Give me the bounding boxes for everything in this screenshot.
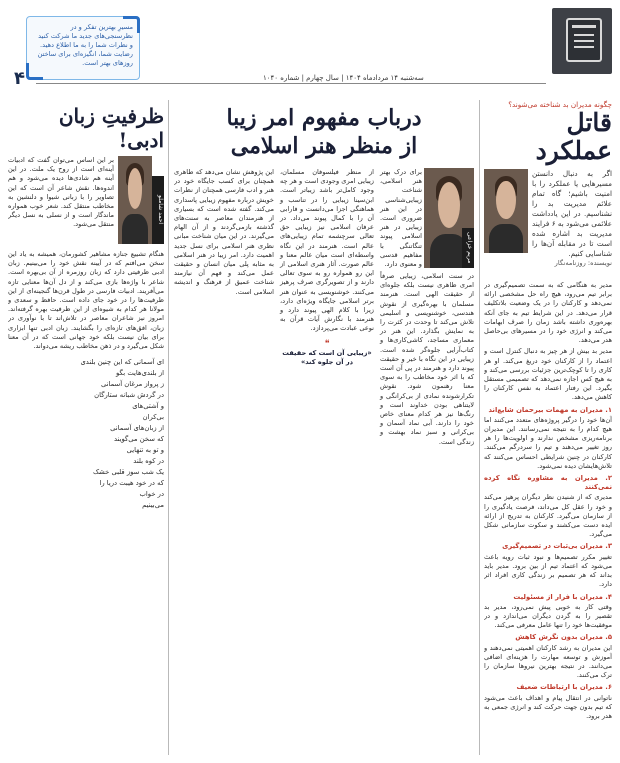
body-paragraph: این پژوهش نشان می‌دهد که طاهری همچنان برای کسب جایگاه خود در هنر و ادب فارسی همچنان از نظرات خویش درباره مفهوم زیبایی پاسداری می‌کند. گفته شده است که بسیاری از هنرمندان معاصر به سنت‌های گذشته بازمی‌گردند و از آن الهام می‌گیرند. در این میان شناخت مبانی نظری هنر اسلامی برای نسل جدید اهمیت دارد. امر زیبا در هنر اسلامی به مثابه پلی میان انسان و حقیقت عمل می‌کند و فهم آن نیازمند شناخت عمیق از فرهنگ و اندیشه اسلامی است. — [174, 168, 274, 296]
pull-quote: «زیبایی آن است که حقیقت در آن جلوه کند» — [282, 348, 372, 367]
section-text: وقتی کار به خوبی پیش نمی‌رود، مدیر بد تقصیر را به گردن دیگران می‌اندازد و در موفقیت‌ها خود را تنها عامل معرفی می‌کند. — [484, 602, 612, 630]
body-paragraph: مدیر به هنگامی که به سمت تصمیم‌گیری در برابر تیم می‌رود، هیچ راه حل مشخصی ارائه نمی‌دهد و کارکنان را در یک وضعیت بلاتکلیف قرار می‌دهد. در این شرایط تیم به جای آنکه بهره‌وری داشته باشد زمان را صرف ابهامات می‌کند و انرژی خود را در مسیرهای بی‌حاصل هدر می‌دهد. — [484, 281, 612, 345]
body-paragraph: از منظر فیلسوفان مسلمان، زیبایی امری وجودی است و هر چه وجود کامل‌تر باشد زیباتر است. ابن‌سینا زیبایی را در تناسب و هماهنگی اجزا می‌دانست و فارابی آن را با کمال پیوند می‌داد. در عرفان اسلامی نیز زیبایی حق تعالی سرچشمه تمام زیبایی‌های عالم است. هنرمند در این نگاه واسطه‌ای است میان عالم معنا و عالم صورت. آثار هنری اسلامی از این رو همواره رو به سوی تعالی دارند و از تصویرگری صرف پرهیز می‌کنند. خوشنویسی به عنوان هنر برتر اسلامی جایگاه ویژه‌ای دارد، زیرا با کلام الهی پیوند دارد و هنرمند با نگارش آیات قرآن به نوعی عبادت می‌پردازد. — [280, 168, 374, 333]
author-photo — [484, 169, 528, 253]
article-literary-language — [8, 104, 164, 758]
body-paragraph: در سنت اسلامی، زیبایی صرفاً امری ظاهری نیست بلکه جلوه‌ای از حقیقت الهی است. هنرمند مسلمان با بهره‌گیری از نقوش هندسی، خوشنویسی و اسلیمی تلاش می‌کند تا وحدت در کثرت را به نمایش بگذارد. این هنر در معماری مساجد، کاشی‌کاری‌ها و کتاب‌آرایی جلوه‌گر شده است. زیبایی در این نگاه با خیر و حقیقت پیوند دارد و هنرمند در پی آن است که با اثر خود مخاطب را به سوی معنا رهنمون شود. نقوش تکرارشونده نمادی از بی‌کرانگی و لایتناهی بودن خداوند است و رنگ‌ها نیز هر کدام معنای خاص خود را دارند. آبی نماد آسمان و بی‌کرانی و سبز نماد بهشت و زندگی است. — [380, 272, 474, 446]
poem-line: و آشتی‌های — [132, 402, 164, 411]
poem-line: که در خود هیبت دریا را — [99, 479, 164, 488]
article-title: ظرفیتِ زبان ادبی! — [58, 104, 164, 152]
promo-text: مسیرِ بهترین تفکر و در نظرسنجی‌های جدید ما شرکت کنید و نظرات شما را به ما اطلاع دهید. رضایت شما، انگیزه‌ای برای ساختن روزهای بهتر است. — [37, 23, 133, 67]
section-heading: ۳. مدیران بی‌ثبات در تصمیم‌گیری — [502, 542, 612, 551]
article-lead: اگر به دنبال دانستن مسیرهایی یا عملکرد را با امنیت باشیم؛ گاه تمام علائم مدیریت بد را نشناسیم. در این یادداشت علائمی می‌شود به ۶ فرایند مدیریت بد اشاره شده است تا در مقابله آن‌ها را شناسایی کنیم. — [532, 169, 612, 258]
section-text: ناتوانی در انتقال پیام و اهداف باعث می‌شود که تیم بدون جهت حرکت کند و انرژی جمعی به هدر برود. — [484, 693, 612, 720]
poem-line: و تو به تنهایی — [126, 446, 164, 455]
article-kicker: چگونه مدیران بد شناخته می‌شوند؟ — [508, 100, 612, 109]
article-management — [484, 100, 612, 758]
poem-line: از بلندی‌هایت بگو — [116, 369, 164, 378]
article-title: قاتل عملکرد — [535, 108, 612, 165]
section-text: مدیری که از شنیدن نظر دیگران پرهیز می‌کند و خود را عقل کل می‌داند، فرصت یادگیری را از سازمان می‌گیرد. کارکنان به تدریج از ارائه ایده دست می‌کشند و سکوت سازمانی شکل می‌گیرد. — [484, 493, 612, 539]
article-body: هنگام تشییع جنازه مشاهیر کشورمان، همیشه به یاد این سخن می‌افتم که در آیینه نقش خود را می‌بینیم. زبان ادبی ظرفیتی دارد که زبان روزمره از آن بی‌بهره است. شاعر با واژه‌ها بازی می‌کند و از دل آن‌ها معنایی تازه می‌آفریند. ادبیات فارسی در طول قرن‌ها گنجینه‌ای از این ظرفیت‌ها را در خود جای داده است. حافظ و سعدی و مولانا هر کدام به شیوه‌ای از این ظرفیت بهره گرفته‌اند. امروز نیز شاعران معاصر در تلاش‌اند تا با نوآوری در زبان، افق‌های تازه‌ای را بگشایند. زبان ادبی تنها ابزاری برای بیان نیست بلکه خود جهانی است که در آن معنا شکل می‌گیرد و در ذهن مخاطب ریشه می‌دواند. — [8, 250, 164, 351]
text-column — [280, 168, 374, 373]
column-divider — [479, 100, 480, 755]
poem-line: در گردش شبانه ستارگان — [94, 391, 164, 400]
header-divider — [36, 83, 546, 84]
poem-line: ز پرواز مرغان آسمانی — [100, 380, 164, 389]
column-divider — [168, 100, 169, 755]
calendar-logo-icon — [552, 8, 612, 74]
page-header — [8, 8, 612, 108]
article-title-line1: درباب مفهوم امر زیبا — [226, 105, 422, 131]
poem-line: بی‌کران — [142, 413, 164, 422]
poem-line: می‌بینیم — [142, 501, 164, 510]
section-text: آن‌ها خود را درگیر پروژه‌های متعدد می‌کنند اما هیچ کدام را به نتیجه نمی‌رسانند. این مدیران برنامه‌ریزی مشخص ندارند و اولویت‌ها را هر روز تغییر می‌دهند و تیم را سردرگم می‌کنند. کارکنان در چنین شرایطی احساس می‌کنند که تلاش‌هایشان دیده نمی‌شود. — [484, 415, 612, 470]
poem-line: در کوه بلند — [133, 457, 164, 466]
author-name: مریم خزاعی — [462, 228, 474, 268]
poem — [8, 357, 164, 511]
author-caption: نویسنده: روزنامه‌نگار — [554, 259, 612, 267]
text-column — [380, 168, 474, 449]
promo-box — [26, 16, 140, 80]
article-lead: برای درک بهتر هنر اسلامی، شناخت زیبایی‌شناسی در این هنر ضروری است. زیبایی در هنر اسلامی پیوند تنگاتنگی با مفاهیم قدسی و معنوی دارد. — [380, 168, 422, 269]
author-name: احمد شاملو — [152, 176, 164, 244]
issue-line: سه‌شنبه ۱۴ مردادماه ۱۴۰۴ | سال چهارم | شماره ۱۰۴۰ — [263, 74, 424, 82]
section-text: تغییر مکرر تصمیم‌ها و نبود ثبات رویه باعث می‌شود که اعتماد تیم از بین برود. مدیر باید بداند که هر تصمیم بر زندگی کاری افراد اثر دارد. — [484, 552, 612, 589]
section-heading: ۵. مدیران بدون نگرش کاهش — [515, 633, 612, 642]
section-heading: ۲. مدیران به مشاوره نگاه کرده نمی‌کنند — [484, 474, 612, 492]
quote-icon: ❝ — [324, 338, 330, 349]
section-heading: ۱. مدیران به مهمات بیرحمان شایع‌اند — [488, 405, 612, 414]
article-title-line2: از منظر هنر اسلامی — [230, 133, 418, 159]
page-number: ۴ — [14, 68, 25, 89]
article-islamic-art — [174, 104, 474, 758]
poem-line: که سخن می‌گویند — [113, 435, 164, 444]
section-heading: ۴. مدیران با فرار از مسئولیت — [513, 592, 612, 601]
poem-line: در خواب — [139, 490, 164, 499]
author-photo — [118, 156, 152, 244]
article-lead: بر این اساس می‌توان گفت که ادبیات آینه‌ای است از روح یک ملت. در این آینه هم شادی‌ها دیده می‌شود و هم اندوه‌ها. نقش شاعر آن است که این تصاویر را با زبانی شیوا و دلنشین به مخاطب منتقل کند. شعر خوب همواره ماندگار است و از نسلی به نسل دیگر منتقل می‌شود. — [8, 156, 114, 229]
section-text: این مدیران به رشد کارکنان اهمیتی نمی‌دهند و آموزش و توسعه مهارت را هزینه‌ای اضافی می‌دانند. در نتیجه بهترین نیروها سازمان را ترک می‌کنند. — [484, 643, 612, 680]
section-heading: ۶. مدیران با ارتباطات ضعیف — [516, 683, 612, 692]
text-column — [174, 168, 274, 299]
body-paragraph: مدیر بد بیش از هر چیز به دنبال کنترل است و اعتماد را از کارکنان خود دریغ می‌کند. او هر کاری را تا کوچک‌ترین جزئیات بررسی می‌کند و به هیچ کس اجازه نمی‌دهد که تصمیمی مستقل بگیرد. این رفتار اعتماد به نفس کارکنان را کاهش می‌دهد. — [484, 347, 612, 402]
poem-line: از زبان‌های آسمانی — [110, 424, 164, 433]
poem-line: ای آسمانی که این‌ چنین بلندی — [80, 358, 164, 367]
article-body — [484, 281, 612, 721]
poem-line: یک شب سوز قلبی خشک — [92, 468, 164, 477]
